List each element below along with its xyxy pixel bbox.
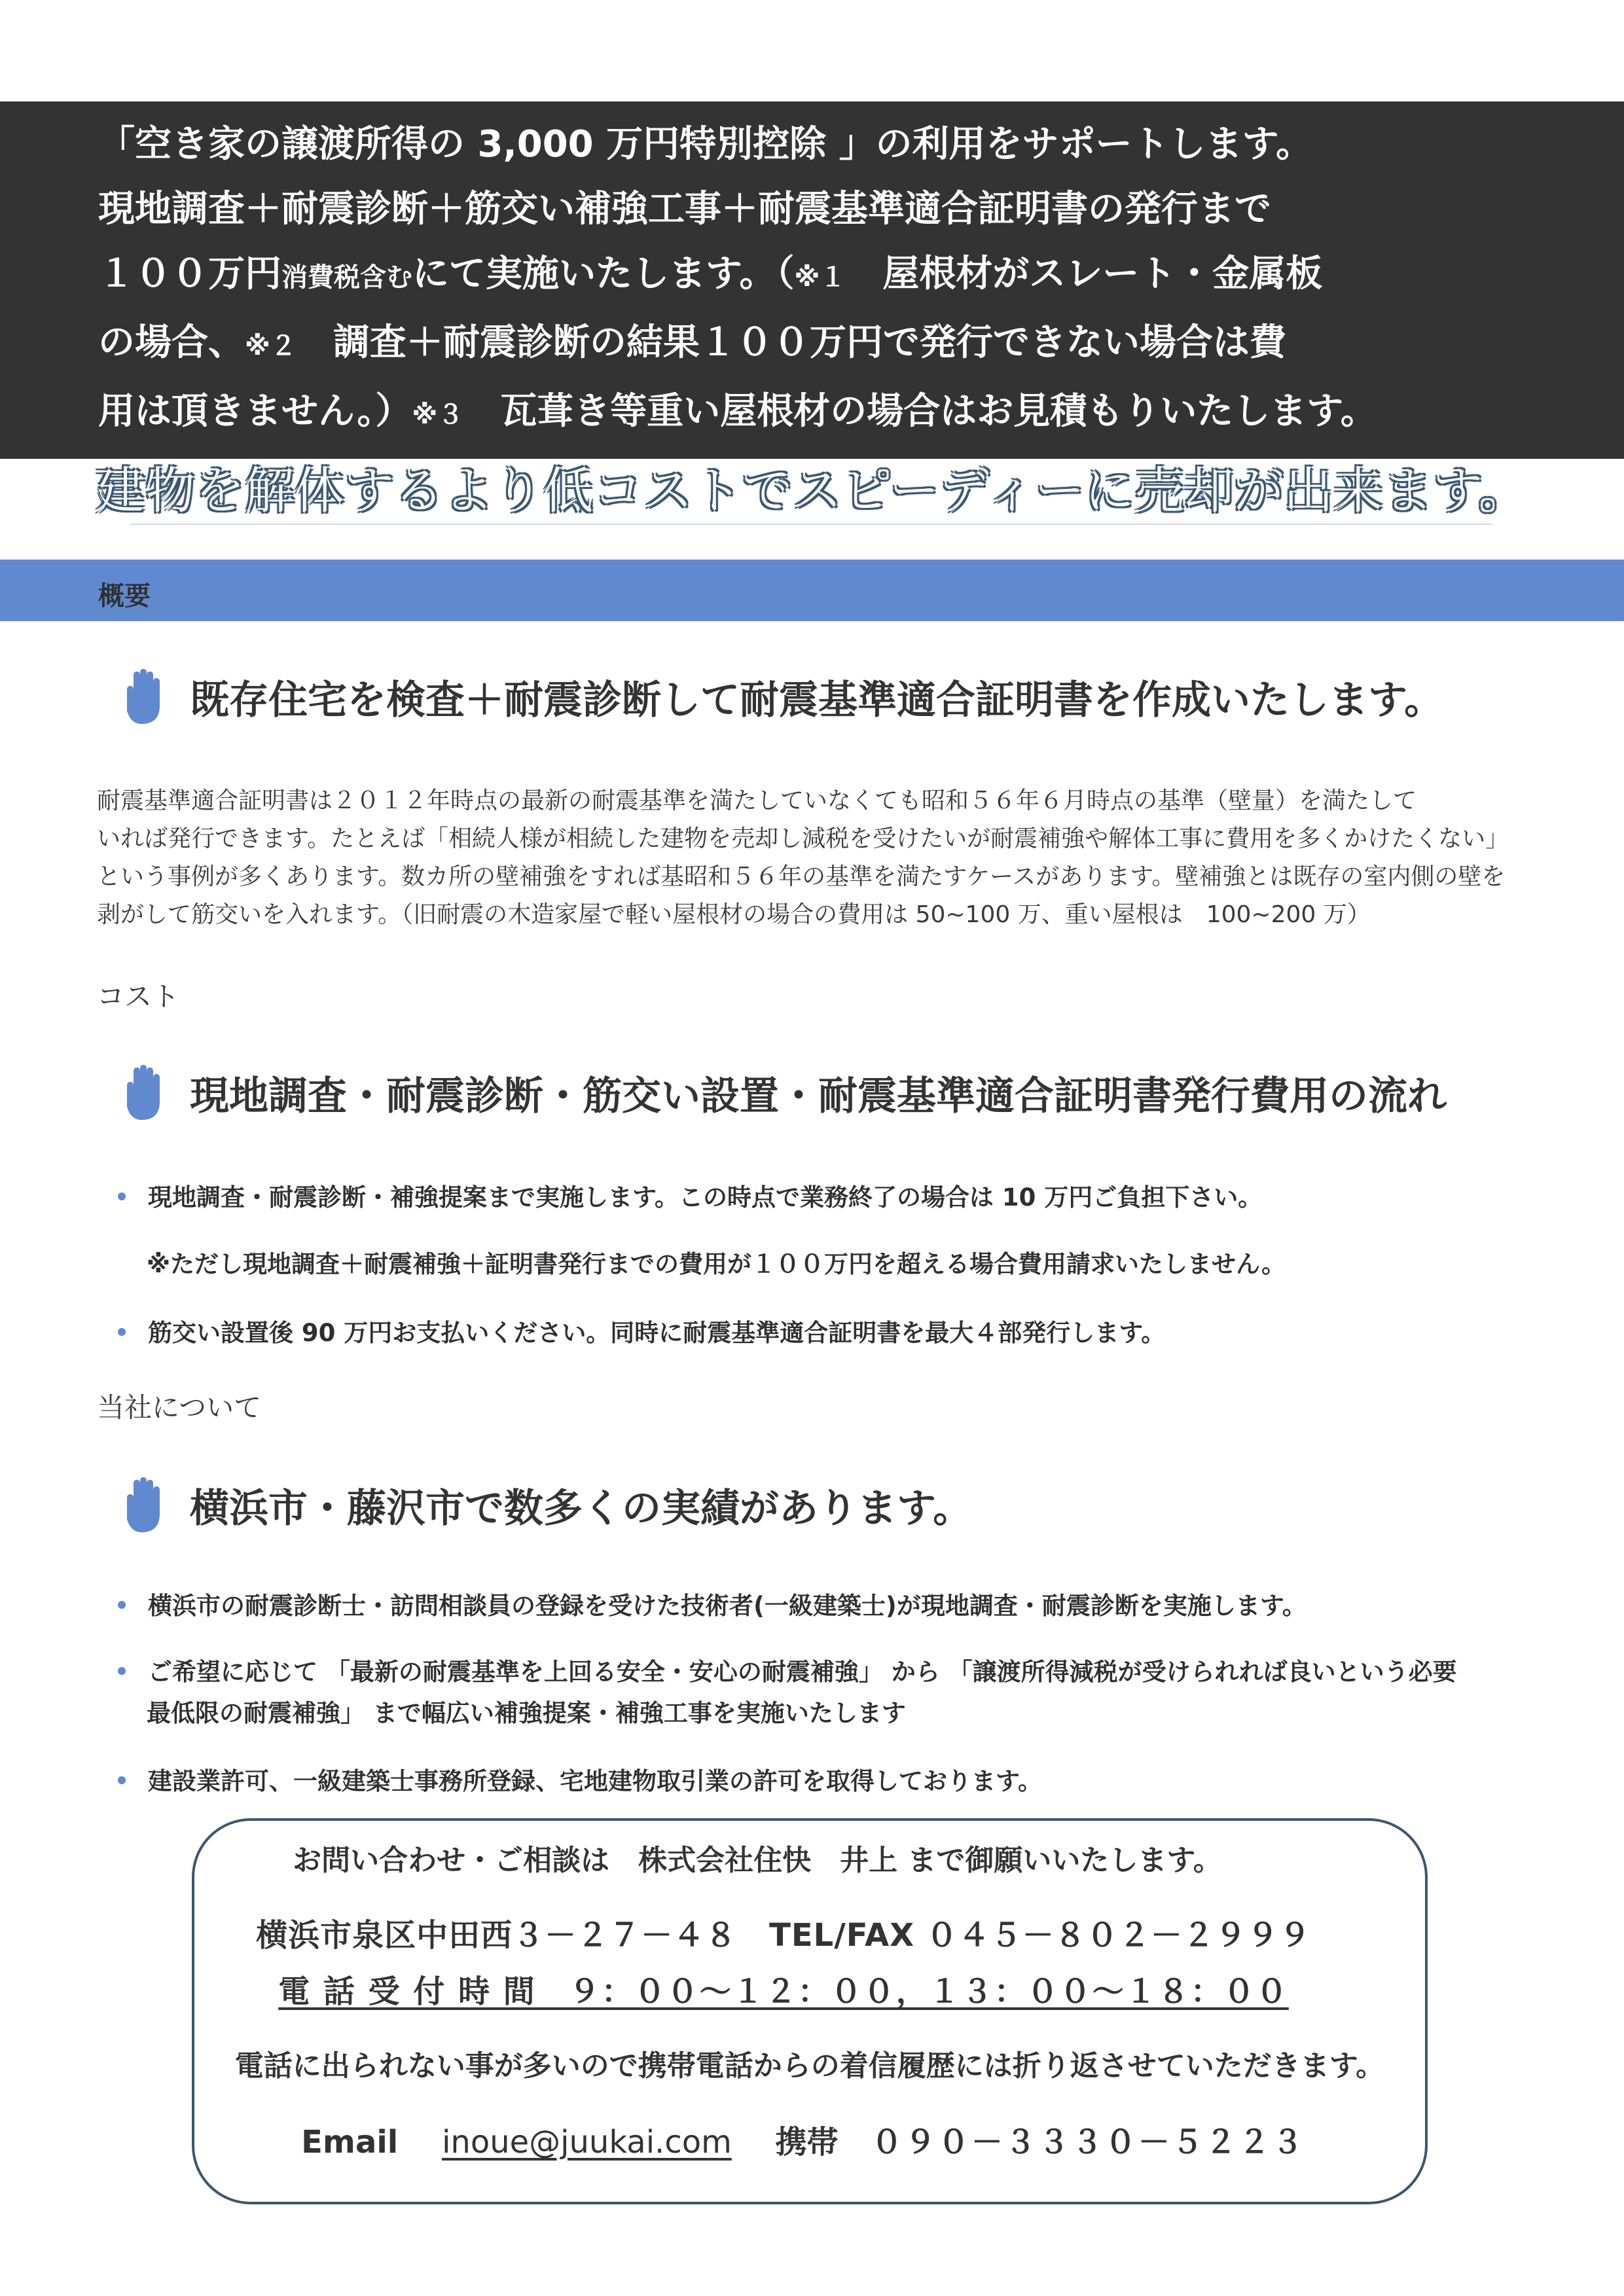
banner-text: にて実施いたします。（ xyxy=(412,253,795,295)
bullet-dot xyxy=(118,1667,126,1675)
banner-text: の場合、 xyxy=(98,321,245,364)
contact-address-phone: 横浜市泉区中田西３－２７－４８ TEL/FAX ０４５－８０２－２９９９ xyxy=(256,1917,1311,1954)
contact-intro: お問い合わせ・ご相談は 株式会社住快 井上 まで御願いいたします。 xyxy=(293,1844,1222,1877)
paragraph-line: 耐震基準適合証明書は２０１２年時点の最新の耐震基準を満たしていなくても昭和５６年６月時点の基準（壁量）を満たして xyxy=(97,787,1417,814)
list-item xyxy=(118,1313,1165,1354)
list-item-note: ※ただし現地調査＋耐震補強＋証明書発行までの費用が１００万円を超える場合費用請求いたしません。 xyxy=(147,1250,1286,1278)
hand-icon xyxy=(118,668,164,726)
bullet-dot xyxy=(118,1328,126,1336)
mobile-label: 携帯 xyxy=(775,2124,839,2161)
bullet-dot xyxy=(118,1776,126,1784)
hand-icon xyxy=(118,1064,164,1122)
list-item-text: 横浜市の耐震診断士・訪問相談員の登録を受けた技術者(一級建築士)が現地調査・耐震診断を実施します。 xyxy=(148,1592,1307,1620)
banner-tax-note: 消費税含む xyxy=(281,262,412,293)
list-item-text: 現地調査・耐震診断・補強提案まで実施します。この時点で業務終了の場合は 10 万円ご負担下さい。 xyxy=(148,1183,1263,1211)
section-label: 概要 xyxy=(98,581,151,611)
contact-email-mobile xyxy=(188,2117,1418,2162)
banner-note-mark: ※１ xyxy=(794,262,846,293)
heading-text: 横浜市・藤沢市で数多くの実績があります。 xyxy=(190,1486,973,1532)
banner-line-5 xyxy=(98,379,1559,448)
banner-line-3 xyxy=(98,242,1559,310)
list-item-continuation: 最低限の耐震補強」 まで幅広い補強提案・補強工事を実施いたします xyxy=(147,1699,906,1727)
banner-text: 用は頂きません。） xyxy=(98,390,412,433)
banner-note-mark: ※２ xyxy=(245,331,297,361)
paragraph-line: 剥がして筋交いを入れます。（旧耐震の木造家屋で軽い屋根材の場合の費用は 50~100 万、重い屋根は 100~200 万） xyxy=(97,901,1371,928)
heading-overview xyxy=(118,661,1443,733)
email-link[interactable]: inoue@juukai.com xyxy=(442,2124,732,2161)
label-about: 当社について xyxy=(97,1391,262,1424)
contact-box xyxy=(192,1818,1428,2204)
banner-text: 瓦葺き等重い屋根材の場合はお見積もりいたします。 xyxy=(463,390,1377,433)
list-item xyxy=(118,1652,1457,1693)
mobile-number: ０９０－３３３０－５２２３ xyxy=(871,2124,1305,2161)
list-item-text: 筋交い設置後 90 万円お支払いください。同時に耐震基準適合証明書を最大４部発行します。 xyxy=(148,1319,1166,1347)
contact-hours-text: 電 話 受 付 時 間 ９：００～１２：００，１３：００～１８：００ xyxy=(278,1973,1289,2010)
label-cost: コスト xyxy=(97,980,180,1013)
banner-line-1: 「空き家の譲渡所得の 3,000 万円特別控除 」の利用をサポートします。 xyxy=(98,123,1313,166)
banner-text: 調査＋耐震診断の結果１００万円で発行できない場合は費 xyxy=(296,321,1286,364)
contact-callback-note: 電話に出られない事が多いので携帯電話からの着信履歴には折り返させていただきます。 xyxy=(234,2049,1385,2083)
paragraph-line: いれば発行できます。たとえば「相続人様が相続した建物を売却し減税を受けたいが耐震補強や解体工事に費用を多くかけたくない」 xyxy=(97,825,1509,852)
heading-achievements xyxy=(118,1469,972,1541)
banner-price: １００万円 xyxy=(98,253,281,295)
paragraph-line: という事例が多くあります。数カ所の壁補強をすれば基昭和５６年の基準を満たすケースがあります。壁補強とは既存の室内側の壁を xyxy=(97,863,1506,890)
promo-banner xyxy=(0,101,1624,459)
section-bar xyxy=(0,560,1624,621)
bullet-dot xyxy=(118,1601,126,1609)
email-label: Email xyxy=(301,2124,399,2161)
banner-line-4 xyxy=(98,310,1559,379)
list-item xyxy=(118,1586,1307,1626)
list-item-text: 建設業許可、一級建築士事務所登録、宅地建物取引業の許可を取得しております。 xyxy=(148,1767,1043,1795)
hand-icon xyxy=(118,1476,164,1535)
tagline-divider xyxy=(131,524,1492,525)
heading-text: 既存住宅を検査＋耐震診断して耐震基準適合証明書を作成いたします。 xyxy=(190,677,1444,723)
tagline: 建物を解体するより低コストでスピーディーに売却が出来ます。 xyxy=(96,461,1528,520)
list-item xyxy=(118,1761,1042,1802)
list-item xyxy=(118,1177,1262,1218)
contact-hours xyxy=(168,1966,1399,2011)
banner-text: 屋根材がスレート・金属板 xyxy=(846,253,1323,295)
heading-cost-flow xyxy=(118,1057,1447,1129)
bullet-dot xyxy=(118,1193,126,1200)
heading-text: 現地調査・耐震診断・筋交い設置・耐震基準適合証明書発行費用の流れ xyxy=(190,1073,1447,1119)
banner-note-mark: ※３ xyxy=(412,400,464,430)
overview-paragraph xyxy=(97,782,1537,934)
list-item-text: ご希望に応じて 「最新の耐震基準を上回る安全・安心の耐震補強」 から 「譲渡所得減税が受けられれば良いという必要 xyxy=(148,1658,1457,1686)
banner-line-2: 現地調査＋耐震診断＋筋交い補強工事＋耐震基準適合証明書の発行まで xyxy=(98,188,1271,230)
